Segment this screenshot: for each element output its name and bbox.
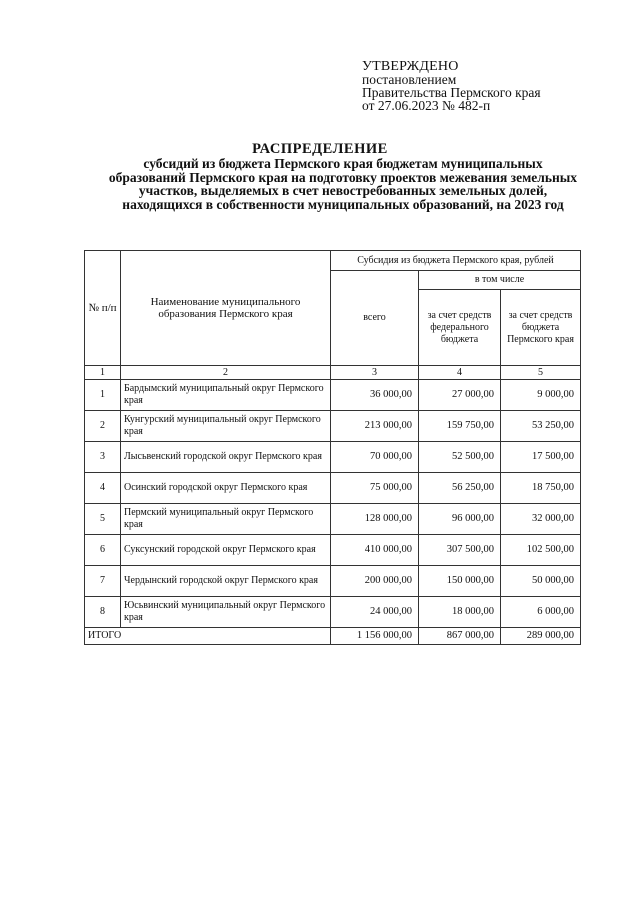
- subsidy-table: [84, 250, 581, 645]
- totals-federal: 867 000,00: [419, 628, 501, 645]
- cell-num: 4: [85, 473, 121, 504]
- cell-regional: 53 250,00: [501, 411, 581, 442]
- cell-regional: 18 750,00: [501, 473, 581, 504]
- approval-line-3: от 27.06.2023 № 482-п: [362, 98, 491, 113]
- cell-federal: 56 250,00: [419, 473, 501, 504]
- cell-name: Осинский городской округ Пермского края: [121, 473, 331, 504]
- header-federal: за счет средств федерального бюджета: [419, 290, 501, 366]
- cell-name: Пермский муниципальный округ Пермского края: [121, 504, 331, 535]
- cell-name: Кунгурский муниципальный округ Пермского края: [121, 411, 331, 442]
- cell-federal: 150 000,00: [419, 566, 501, 597]
- column-numbers-row: [85, 366, 581, 380]
- cell-federal: 96 000,00: [419, 504, 501, 535]
- cell-federal: 18 000,00: [419, 597, 501, 628]
- cell-total: 128 000,00: [331, 504, 419, 535]
- totals-label: ИТОГО: [85, 628, 331, 645]
- header-total: всего: [331, 271, 419, 366]
- cell-total: 24 000,00: [331, 597, 419, 628]
- cell-regional: 9 000,00: [501, 380, 581, 411]
- cell-total: 36 000,00: [331, 380, 419, 411]
- cell-total: 70 000,00: [331, 442, 419, 473]
- cell-federal: 52 500,00: [419, 442, 501, 473]
- cell-federal: 159 750,00: [419, 411, 501, 442]
- column-number: 3: [331, 366, 419, 380]
- document-subtitle: субсидий из бюджета Пермского края бюджетам муниципальных образований Пермского края на подготовку проектов межевания земельных участков, выделяемых в счет невостребованных земельных долей, находящихся в собственности муниципальных образований, на 2023 год: [108, 156, 578, 212]
- approval-heading: УТВЕРЖДЕНО: [362, 59, 459, 74]
- table-body: [85, 251, 581, 645]
- table-row: [85, 566, 581, 597]
- column-number: 4: [419, 366, 501, 380]
- cell-num: 6: [85, 535, 121, 566]
- table-row: [85, 473, 581, 504]
- cell-num: 2: [85, 411, 121, 442]
- cell-num: 1: [85, 380, 121, 411]
- approval-stamp: [362, 60, 541, 112]
- cell-num: 3: [85, 442, 121, 473]
- column-number: 5: [501, 366, 581, 380]
- cell-name: Суксунский городской округ Пермского края: [121, 535, 331, 566]
- table-row: [85, 504, 581, 535]
- approval-line-2: Правительства Пермского края: [362, 85, 541, 100]
- header-name: Наименование муниципального образования Пермского края: [121, 251, 331, 366]
- cell-num: 5: [85, 504, 121, 535]
- table-row: [85, 380, 581, 411]
- cell-total: 200 000,00: [331, 566, 419, 597]
- cell-regional: 50 000,00: [501, 566, 581, 597]
- document-title: РАСПРЕДЕЛЕНИЕ: [252, 141, 388, 157]
- cell-federal: 27 000,00: [419, 380, 501, 411]
- totals-row: [85, 628, 581, 645]
- cell-regional: 102 500,00: [501, 535, 581, 566]
- column-number: 1: [85, 366, 121, 380]
- cell-name: Лысьвенский городской округ Пермского края: [121, 442, 331, 473]
- cell-regional: 17 500,00: [501, 442, 581, 473]
- table-row: [85, 597, 581, 628]
- cell-regional: 6 000,00: [501, 597, 581, 628]
- header-num: № п/п: [85, 251, 121, 366]
- cell-total: 213 000,00: [331, 411, 419, 442]
- header-including: в том числе: [419, 271, 581, 290]
- approval-line-1: постановлением: [362, 72, 457, 87]
- column-number: 2: [121, 366, 331, 380]
- table-row: [85, 411, 581, 442]
- header-row-1: [85, 251, 581, 271]
- cell-name: Бардымский муниципальный округ Пермского края: [121, 380, 331, 411]
- cell-total: 410 000,00: [331, 535, 419, 566]
- header-subsidy: Субсидия из бюджета Пермского края, рублей: [331, 251, 581, 271]
- cell-regional: 32 000,00: [501, 504, 581, 535]
- totals-regional: 289 000,00: [501, 628, 581, 645]
- cell-num: 7: [85, 566, 121, 597]
- table-row: [85, 442, 581, 473]
- cell-num: 8: [85, 597, 121, 628]
- header-regional: за счет средств бюджета Пермского края: [501, 290, 581, 366]
- cell-federal: 307 500,00: [419, 535, 501, 566]
- cell-name: Чердынский городской округ Пермского края: [121, 566, 331, 597]
- cell-name: Юсьвинский муниципальный округ Пермского края: [121, 597, 331, 628]
- totals-total: 1 156 000,00: [331, 628, 419, 645]
- cell-total: 75 000,00: [331, 473, 419, 504]
- table-row: [85, 535, 581, 566]
